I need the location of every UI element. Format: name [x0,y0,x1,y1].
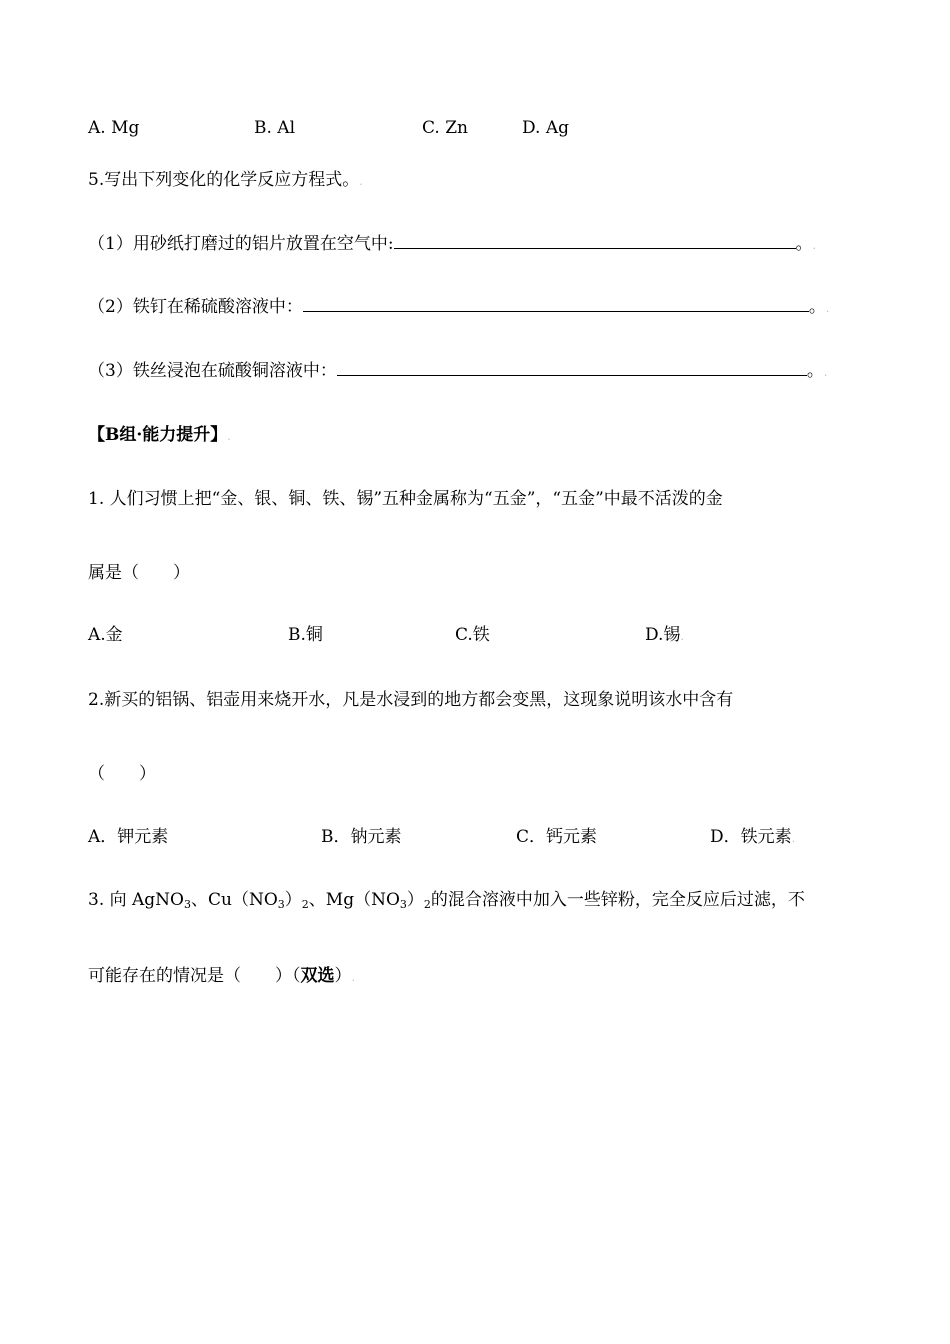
b1-question-line-2: 属是（ ） [88,563,190,583]
paragraph-mark: . [680,630,684,643]
b3-text-6: 的混合溶液中加入一些锌粉，完全反应后过滤，不 [430,890,805,910]
q5-title-text: 5.写出下列变化的化学反应方程式。 [88,170,360,190]
option-a: A. Mg [88,118,140,138]
paragraph-mark: . [825,302,830,315]
section-b-text: 【B组·能力提升】 [88,425,228,445]
b2-option-c: C．钙元素 [516,827,598,847]
q5-item-3 [88,360,827,384]
b2-option-a: A．钾元素 [88,827,169,847]
b3-text-1: 3. 向 AgNO [88,890,184,910]
b1-option-d [645,624,684,648]
b1-option-c: C.铁 [455,625,490,645]
q5-item-1 [88,233,816,257]
answer-blank-3[interactable] [337,361,807,376]
q5-item-1-label: （1）用砂纸打磨过的铝片放置在空气中: [88,234,394,254]
b3-question-line-1 [88,889,805,911]
paragraph-mark: . [791,832,796,845]
b3-line2-text: 可能存在的情况是（ ）（ [88,966,301,986]
paragraph-mark: . [823,366,828,379]
b3-text-5: ） [406,890,424,910]
option-b: B. Al [254,118,296,138]
paragraph-mark: . [351,971,355,984]
b3-text-4: 、Mg（NO [308,890,400,910]
b2-question-line-2: （ ） [88,764,156,784]
q5-title [88,169,363,193]
q5-item-2-label: （2）铁钉在稀硫酸溶液中： [88,297,303,317]
q5-item-3-label: （3）铁丝浸泡在硫酸铜溶液中： [88,361,337,381]
subscript: 3 [277,898,285,911]
b1-option-d-text: D.锡 [645,625,681,645]
option-c: C. Zn [422,118,468,138]
answer-blank-2[interactable] [303,297,809,312]
subscript: 3 [399,898,407,911]
section-b-heading [88,424,231,448]
subscript: 2 [301,898,309,911]
subscript: 2 [423,898,431,911]
option-d: D. Ag [522,118,569,138]
q5-item-1-end: 。 [795,234,813,254]
b3-line2-end: ） [334,966,352,986]
b3-text-2: 、Cu（NO [191,890,278,910]
paragraph-mark: . [359,175,363,188]
b1-option-a: A.金 [88,625,123,645]
paragraph-mark: . [227,430,231,443]
subscript: 3 [184,898,191,911]
q5-item-3-end: 。 [806,361,824,381]
q5-item-2-end: 。 [808,297,826,317]
b2-option-b: B．钠元素 [321,827,402,847]
b2-option-d [710,826,795,850]
b2-option-d-text: D．铁元素 [710,827,792,847]
b1-option-b: B.铜 [288,625,323,645]
b3-text-3: ） [284,890,302,910]
double-select-label: 双选 [300,966,335,986]
answer-blank-1[interactable] [394,234,796,249]
q5-item-2 [88,296,829,320]
b1-question-line-1: 1. 人们习惯上把“金、银、铜、铁、锡”五种金属称为“五金”，“五金”中最不活泼的金 [88,489,723,509]
b3-question-line-2 [88,965,355,989]
paragraph-mark: . [812,239,817,252]
b2-question-line-1: 2.新买的铝锅、铝壶用来烧开水，凡是水浸到的地方都会变黑，这现象说明该水中含有 [88,690,734,710]
